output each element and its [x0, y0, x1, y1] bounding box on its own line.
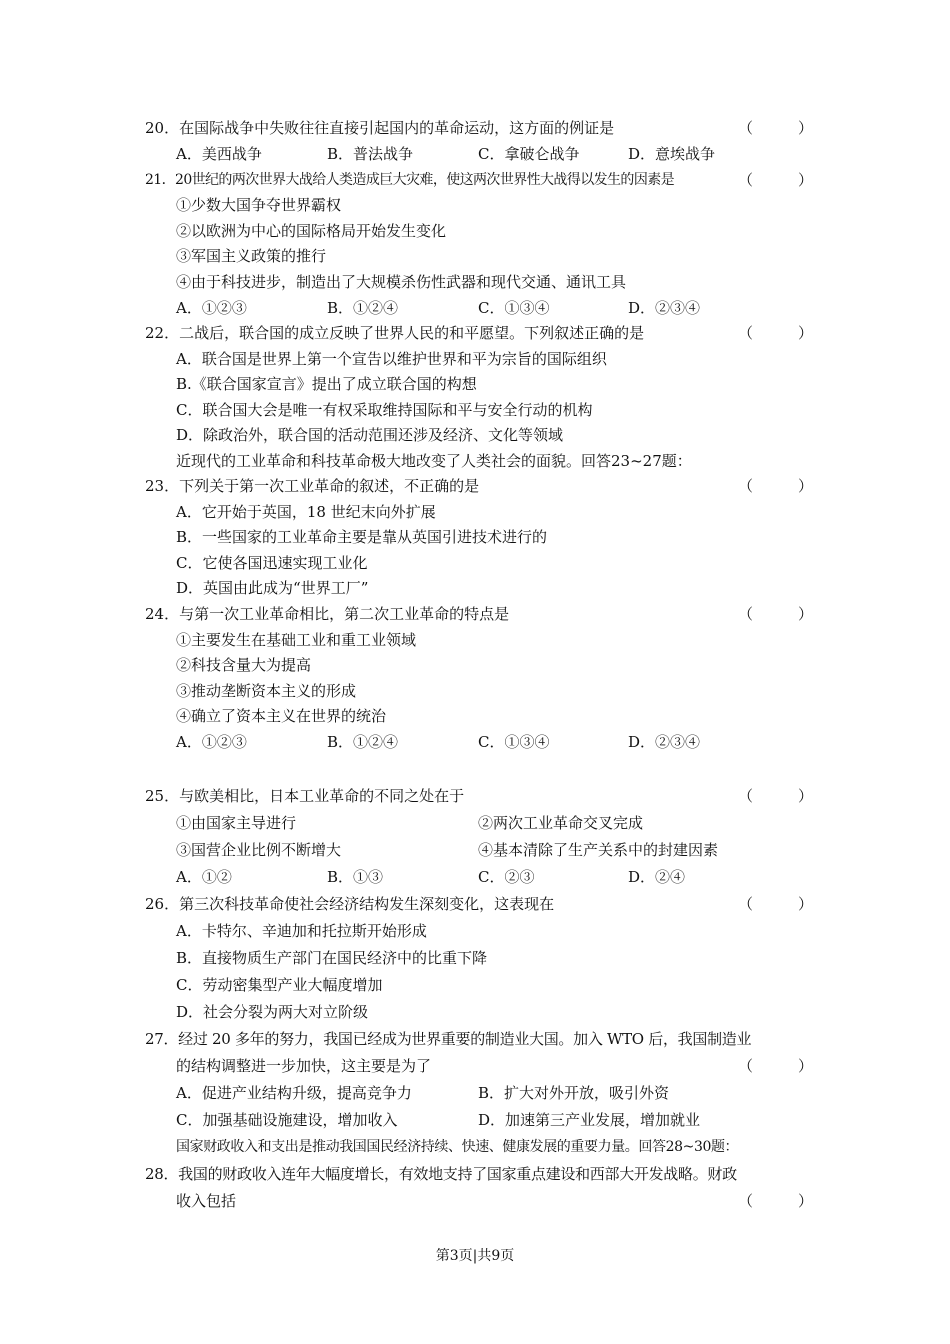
q26-answer-paren: （ ） [738, 895, 814, 913]
q20-option-d: D．意埃战争 [628, 145, 716, 163]
q21-item-1: ①少数大国争夺世界霸权 [176, 196, 342, 214]
q27-option-d: D．加速第三产业发展，增加就业 [478, 1111, 701, 1129]
q21-option-a: A．①②③ [176, 299, 247, 317]
q25-answer-paren: （ ） [738, 787, 814, 805]
q21-answer-paren: （ ） [738, 171, 814, 189]
q27-option-a: A．促进产业结构升级，提高竞争力 [176, 1084, 412, 1102]
q21-option-d: D．②③④ [628, 299, 701, 317]
q24-option-d: D．②③④ [628, 733, 701, 751]
q22-stem: 22．二战后，联合国的成立反映了世界人民的和平愿望。下列叙述正确的是 [145, 324, 645, 342]
q28-stem-line2: 收入包括 [176, 1192, 237, 1210]
q22-option-d: D．除政治外，联合国的活动范围还涉及经济、文化等领域 [176, 426, 564, 444]
q21-stem: 21．20世纪的两次世界大战给人类造成巨大灾难，使这两次世界性大战得以发生的因素是 [145, 172, 675, 188]
q20-option-b: B．普法战争 [327, 145, 414, 163]
q24-option-c: C．①③④ [478, 733, 550, 751]
q24-item-2: ②科技含量大为提高 [176, 656, 312, 674]
q26-option-c: C．劳动密集型产业大幅度增加 [176, 976, 383, 994]
q22-option-a: A．联合国是世界上第一个宣告以维护世界和平为宗旨的国际组织 [176, 350, 607, 368]
q20-stem: 20．在国际战争中失败往往直接引起国内的革命运动，这方面的例证是 [145, 119, 615, 137]
q21-item-4: ④由于科技进步，制造出了大规模杀伤性武器和现代交通、通讯工具 [176, 273, 627, 291]
q25-item-4: ④基本清除了生产关系中的封建因素 [478, 841, 719, 859]
q24-item-4: ④确立了资本主义在世界的统治 [176, 707, 387, 725]
q25-item-1: ①由国家主导进行 [176, 814, 297, 832]
q25-option-b: B．①③ [327, 868, 384, 886]
q24-option-a: A．①②③ [176, 733, 247, 751]
intro-23-27: 近现代的工业革命和科技革命极大地改变了人类社会的面貌。回答23~27题： [176, 452, 692, 470]
q22-answer-paren: （ ） [738, 324, 814, 342]
q25-option-a: A．①② [176, 868, 232, 886]
q23-option-d: D．英国由此成为“世界工厂” [176, 579, 369, 597]
q23-option-b: B．一些国家的工业革命主要是靠从英国引进技术进行的 [176, 528, 548, 546]
q28-answer-paren: （ ） [738, 1192, 814, 1210]
q23-answer-paren: （ ） [738, 477, 814, 495]
q24-item-3: ③推动垄断资本主义的形成 [176, 682, 357, 700]
q21-option-c: C．①③④ [478, 299, 550, 317]
q27-option-b: B．扩大对外开放，吸引外资 [478, 1084, 670, 1102]
q20-answer-paren: （ ） [738, 119, 814, 137]
q27-answer-paren: （ ） [738, 1057, 814, 1075]
q24-item-1: ①主要发生在基础工业和重工业领域 [176, 631, 417, 649]
q25-item-2: ②两次工业革命交叉完成 [478, 814, 644, 832]
page-footer: 第3页|共9页 [435, 1248, 515, 1264]
q20-option-c: C．拿破仑战争 [478, 145, 580, 163]
q24-answer-paren: （ ） [738, 605, 814, 623]
q20-option-a: A．美西战争 [176, 145, 262, 163]
q27-stem-line1: 27．经过 20 多年的努力，我国已经成为世界重要的制造业大国。加入 WTO 后，我国制造业 [145, 1030, 752, 1048]
q26-option-b: B．直接物质生产部门在国民经济中的比重下降 [176, 949, 488, 967]
q28-stem-line1: 28．我国的财政收入连年大幅度增长，有效地支持了国家重点建设和西部大开发战略。财政 [145, 1165, 737, 1183]
intro-28-30: 国家财政收入和支出是推动我国国民经济持续、快速、健康发展的重要力量。回答28~30题： [176, 1139, 739, 1155]
q24-option-b: B．①②④ [327, 733, 399, 751]
q22-option-c: C．联合国大会是唯一有权采取维持国际和平与安全行动的机构 [176, 401, 593, 419]
q21-item-2: ②以欧洲为中心的国际格局开始发生变化 [176, 222, 447, 240]
q25-option-c: C．②③ [478, 868, 535, 886]
q25-stem: 25．与欧美相比，日本工业革命的不同之处在于 [145, 787, 465, 805]
q27-option-c: C．加强基础设施建设，增加收入 [176, 1111, 398, 1129]
q23-stem: 23．下列关于第一次工业革命的叙述，不正确的是 [145, 477, 480, 495]
q23-option-a: A．它开始于英国，18 世纪末向外扩展 [176, 503, 436, 521]
q25-option-d: D．②④ [628, 868, 686, 886]
q24-stem: 24．与第一次工业革命相比，第二次工业革命的特点是 [145, 605, 510, 623]
q26-stem: 26．第三次科技革命使社会经济结构发生深刻变化，这表现在 [145, 895, 555, 913]
q27-stem-line2: 的结构调整进一步加快，这主要是为了 [176, 1057, 432, 1075]
q21-option-b: B．①②④ [327, 299, 399, 317]
q26-option-d: D．社会分裂为两大对立阶级 [176, 1003, 369, 1021]
q22-option-b: B.《联合国家宣言》提出了成立联合国的构想 [176, 375, 477, 393]
q26-option-a: A．卡特尔、辛迪加和托拉斯开始形成 [176, 922, 427, 940]
q21-item-3: ③军国主义政策的推行 [176, 247, 327, 265]
q25-item-3: ③国营企业比例不断增大 [176, 841, 342, 859]
q23-option-c: C．它使各国迅速实现工业化 [176, 554, 368, 572]
